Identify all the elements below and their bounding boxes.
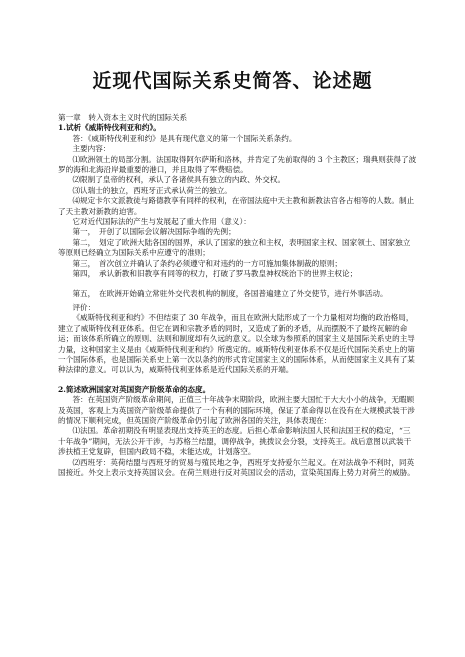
q1-main-content-label: 主要内容： [72,144,111,154]
q1-significance-item: 第一， 开创了以国际会议解决国际争端的先例； [72,227,236,237]
q1-significance-intro: 它对近代国际法的产生与发展起了重大作用（意义）： [72,217,251,227]
q1-point: ⑶认瑞士的独立，西班牙正式承认荷兰的独立。 [72,185,232,195]
q1-answer-intro: 答：《威斯特伐利亚和约》是具有现代意义的第一个国际关系条约。 [72,133,297,143]
q1-evaluation-label: 评价： [72,302,96,312]
q1-evaluation-text: 《威斯特伐利亚和约》不但结束了 30 年战争，而且在欧洲大陆形成了一个力量相对均衡的政治格局，建立了威斯特伐利亚体系。但它在调和宗教矛盾的同时，又造成了新的矛盾，从而摆脱不了最终瓦解的命运；而该体系所确立的原则、法则和制度却有久远的意义。以全球为参照系的国家主义是国际关系史的主导力量，这种国家主义是由《威斯特伐利亚和约》所奠定的。威斯特伐利亚体系不仅是近代国际关系史上的第一个国际体系，也是国际关系史上第一次以条约的形式肯定国家主义的国际体系，从而使国家主义具有了某种法律的意义。可以认为，威斯特伐利亚体系是近代国际关系的开端。 [58,313,415,375]
q1-point: ⑴欧洲领土的局部分割。法国取得阿尔萨斯和洛林，并肯定了先前取得的 3 个主教区；瑞典则获得了波罗的海和北海沿岸最重要的港口，并且取得了军费赔偿。 [58,154,417,175]
q2-paragraph: 答：在英国资产阶级革命期间，正值三十年战争末期阶段，欧洲主要大国忙于大大小小的战争，无暇顾及英国，客观上为英国资产阶级革命提供了一个有利的国际环境，保证了革命得以在没有在大规模武装干涉的情况下顺利完成，但英国资产阶级革命仍引起了欧洲各国的关注，具体表现在： [58,395,415,425]
q1-significance-item: 第二， 划定了欧洲大陆各国的国界，承认了国家的独立和主权，表明国家主权、国家领土、国家独立等原则已经确立为国际关系中应遵守的准则； [58,237,411,258]
q1-point: ⑵限制了皇帝的权利，承认了各诸侯具有独立的内政、外交权。 [72,175,286,185]
document-title: 近现代国际关系史简答、论述题 [92,70,373,92]
chapter-heading: 第一章 转入资本主义时代的国际关系 [58,113,188,122]
q1-point: ⑷规定卡尔文派教徒与路德教享有同样的权利，在帝国法庭中天主教和新教法官各占相等的人数。制止了天主教对新教的迫害。 [58,196,415,216]
q1-significance-item: 第四， 承认新教和旧教享有同等的权力，打破了罗马教皇神权统治下的世界主权论； [72,269,358,279]
q2-paragraph: ⑴法国。革命初期没有明显表现出支持英王的态度。后担心革命影响法国人民和法国王权的稳定，“三十年战争”期间，无法公开干涉，与苏格兰结盟，调停战争，挑拨议会分裂，支持英王。战后意图以武装干涉扶植王党复辟，但国内政局不稳，未能达成，计划落空。 [58,426,412,457]
question-2-heading: 2.简述欧洲国家对英国资产阶级革命的态度。 [58,384,211,394]
q1-significance-item: 第五， 在欧洲开始确立常驻外交代表机构的制度，各国普遍建立了外交使节，进行外事活动。 [72,288,388,298]
document-body [58,113,417,478]
q2-paragraph: ⑵西班牙：英荷结盟与西班牙的贸易与殖民地之争，西班牙支持爱尔兰起义。在对法战争不利时，同英国接近。外交上表示支持英国议会。在荷兰则进行反对英国议会的活动，宣染英国海上势力对荷兰的威胁。 [58,457,415,477]
q1-significance-item: 第三， 首次创立并确认了条约必须遵守和对违约的一方可施加集体制裁的原则； [72,258,343,268]
question-1-heading: 1.试析《威斯特伐利亚和约》。 [58,123,161,133]
